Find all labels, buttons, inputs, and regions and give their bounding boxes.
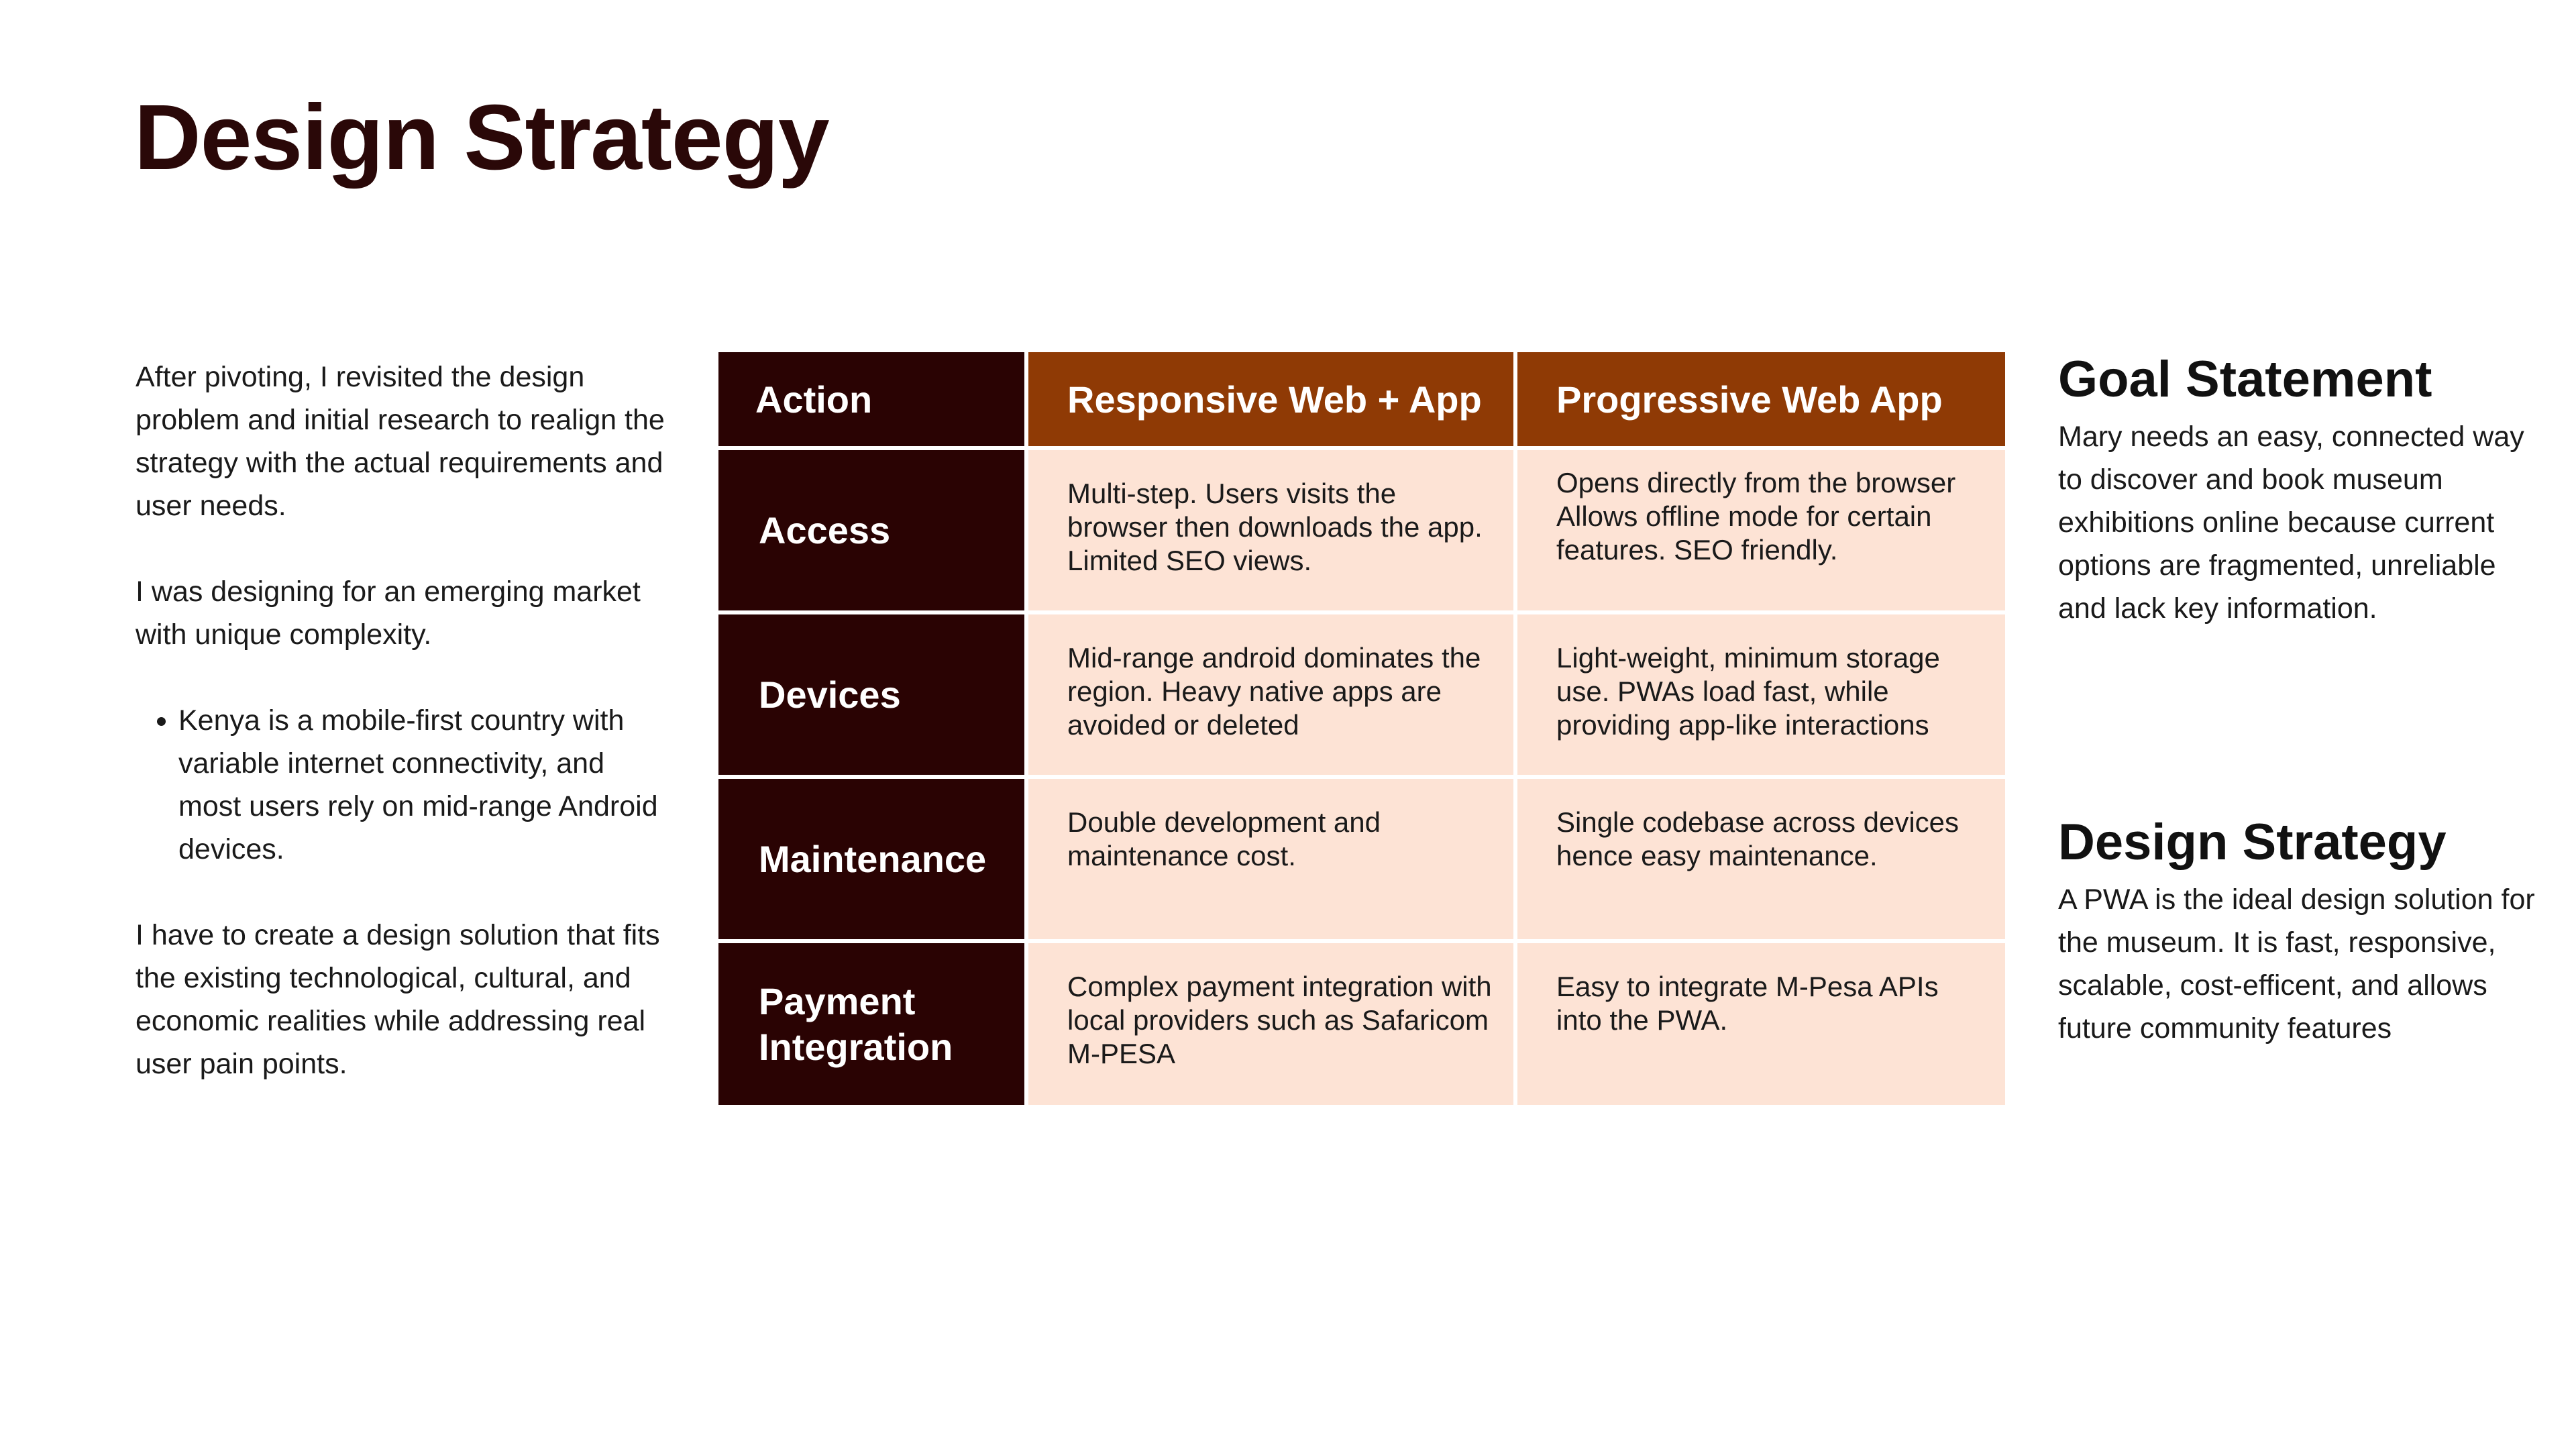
- table-cell-responsive: Multi-step. Users visits the browser then downloads the app. Limited SEO views.: [1026, 448, 1515, 612]
- intro-paragraph: After pivoting, I revisited the design problem and initial research to realign the strategy with the actual requirements and user needs.: [136, 361, 665, 522]
- goal-statement-text: Mary needs an easy, connected way to discover and book museum exhibitions online because current options are fragmented, unreliable and lack key information.: [2058, 421, 2524, 625]
- table-cell-pwa: Light-weight, minimum storage use. PWAs load fast, while providing app-like interactions: [1515, 612, 2007, 777]
- intro-paragraph: I was designing for an emerging market with unique complexity.: [136, 576, 641, 651]
- design-strategy-heading: Design Strategy: [2058, 814, 2447, 871]
- page-title: Design Strategy: [134, 86, 829, 189]
- goal-statement-section: [2058, 350, 2541, 630]
- table-cell-pwa: Easy to integrate M-Pesa APIs into the PWA.: [1515, 941, 2007, 1107]
- design-strategy-text: A PWA is the ideal design solution for the museum. It is fast, responsive, scalable, cost-efficent, and allows future community features: [2058, 883, 2535, 1045]
- row-label-devices: Devices: [716, 612, 1026, 777]
- design-strategy-section: [2058, 813, 2541, 1050]
- table-cell-pwa: Single codebase across devices hence easy maintenance.: [1515, 777, 2007, 941]
- table-cell-pwa: [1515, 448, 2007, 612]
- table-header-action: Action: [716, 350, 1026, 448]
- row-label-line: Integration: [759, 1025, 953, 1068]
- intro-bullet-list: [136, 699, 672, 871]
- cell-line: Allows offline mode for certain features. SEO friendly.: [1556, 500, 1932, 566]
- table-cell-responsive: Complex payment integration with local providers such as Safaricom M-PESA: [1026, 941, 1515, 1107]
- intro-text: [136, 356, 672, 1128]
- table-header-pwa: Progressive Web App: [1515, 350, 2007, 448]
- cell-line: Opens directly from the browser: [1556, 467, 1956, 498]
- comparison-table: [716, 350, 2007, 1107]
- row-label-line: Payment: [759, 979, 916, 1022]
- intro-paragraph: I have to create a design solution that fits the existing technological, cultural, and economic realities while addressing real user pain points.: [136, 919, 660, 1080]
- row-label-payment-integration: [716, 941, 1026, 1107]
- row-label-access: Access: [716, 448, 1026, 612]
- table-cell-responsive: Mid-range android dominates the region. Heavy native apps are avoided or deleted: [1026, 612, 1515, 777]
- table-cell-responsive: Double development and maintenance cost.: [1026, 777, 1515, 941]
- table-header-responsive: Responsive Web + App: [1026, 350, 1515, 448]
- intro-bullet: • Kenya is a mobile-first country with variable internet connectivity, and most users rely on mid-range Android devices.: [178, 699, 672, 871]
- goal-statement-heading: Goal Statement: [2058, 351, 2432, 408]
- row-label-maintenance: Maintenance: [716, 777, 1026, 941]
